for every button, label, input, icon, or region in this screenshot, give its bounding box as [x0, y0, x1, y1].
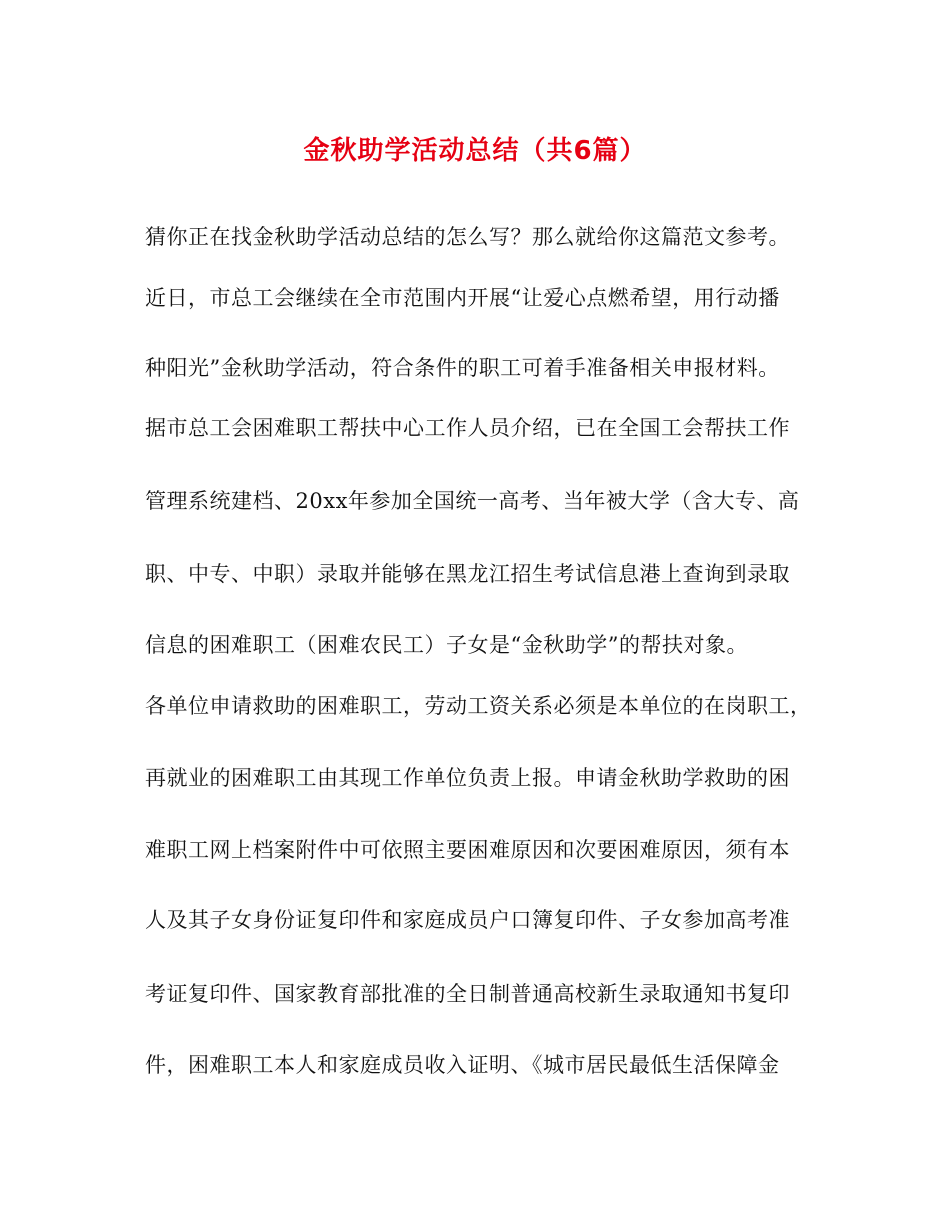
paragraph-line-11: 人及其子女身份证复印件和家庭成员户口簿复印件、子女参加高考准	[145, 908, 790, 932]
paragraph-line-5: 管理系统建档、20xx年参加全国统一高考、当年被大学（含大专、高	[145, 489, 800, 513]
paragraph-line-2: 近日，市总工会继续在全市范围内开展“让爱心点燃希望，用行动播	[145, 286, 780, 310]
paragraph-line-13: 件，困难职工本人和家庭成员收入证明、《城市居民最低生活保障金	[145, 1053, 780, 1077]
paragraph-line-9: 再就业的困难职工由其现工作单位负责上报。申请金秋助学救助的困	[145, 766, 790, 790]
document-title: 金秋助学活动总结（共6篇）	[303, 136, 647, 166]
paragraph-line-1: 猜你正在找金秋助学活动总结的怎么写？那么就给你这篇范文参考。	[145, 225, 790, 249]
paragraph-line-10: 难职工网上档案附件中可依照主要困难原因和次要困难原因，须有本	[145, 838, 790, 862]
paragraph-line-8: 各单位申请救助的困难职工，劳动工资关系必须是本单位的在岗职工，	[145, 694, 812, 718]
paragraph-line-3: 种阳光”金秋助学活动，符合条件的职工可着手准备相关申报材料。	[145, 356, 780, 380]
paragraph-line-12: 考证复印件、国家教育部批准的全日制普通高校新生录取通知书复印	[145, 982, 790, 1006]
paragraph-line-6: 职、中专、中职）录取并能够在黑龙江招生考试信息港上查询到录取	[145, 562, 790, 586]
paragraph-line-7: 信息的困难职工（困难农民工）子女是“金秋助学”的帮扶对象。	[145, 633, 748, 657]
paragraph-line-4: 据市总工会困难职工帮扶中心工作人员介绍，已在全国工会帮扶工作	[145, 416, 790, 440]
